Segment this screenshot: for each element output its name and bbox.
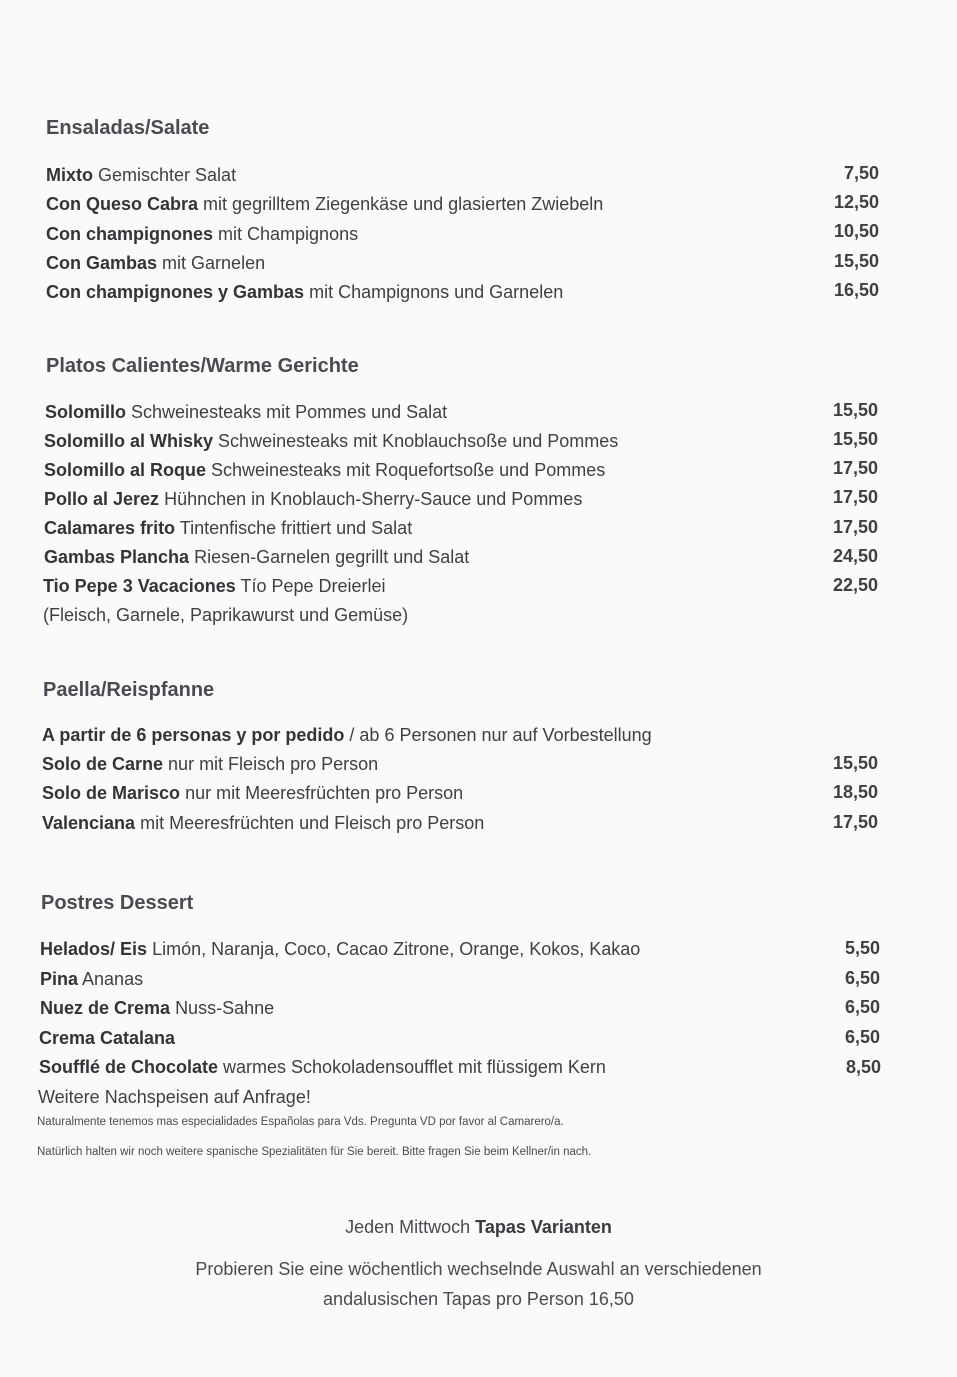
item-price: 18,50 — [832, 782, 878, 802]
item-desc: Riesen-Garnelen gegrillt und Salat — [194, 547, 470, 567]
item-name: Tio Pepe 3 Vacaciones — [43, 576, 236, 596]
menu-item — [42, 812, 484, 834]
item-price: 15,50 — [832, 429, 878, 449]
intro-bold: A partir de 6 personas y por pedido — [42, 725, 345, 745]
menu-item — [45, 401, 447, 423]
promo-prefix: Jeden Mittwoch — [345, 1217, 471, 1237]
item-name: Pollo al Jerez — [44, 489, 160, 509]
section-title-paella: Paella/Reispfanne — [43, 679, 215, 701]
menu-item — [40, 997, 274, 1019]
item-name: Con Queso Cabra — [46, 194, 199, 214]
item-price: 24,50 — [832, 546, 878, 566]
item-desc: warmes Schokoladensoufflet mit flüssigem Kern — [223, 1057, 606, 1077]
item-price: 17,50 — [832, 458, 878, 478]
item-price: 22,50 — [832, 575, 878, 595]
item-price: 8,50 — [845, 1057, 881, 1077]
menu-item — [46, 223, 358, 245]
section-title-salads: Ensaladas/Salate — [46, 117, 210, 139]
item-name: Solomillo al Whisky — [44, 431, 214, 451]
item-name: Helados/ Eis — [40, 939, 148, 959]
item-name: Nuez de Crema — [40, 998, 171, 1018]
item-desc: mit Champignons und Garnelen — [309, 282, 564, 302]
section-title-hot-dishes: Platos Calientes/Warme Gerichte — [46, 355, 359, 377]
item-desc: mit Champignons — [218, 224, 359, 244]
item-price: 17,50 — [832, 517, 878, 537]
note-spanish: Naturalmente tenemos mas especialidades Españolas para Vds. Pregunta VD por favor al Camarero/a. — [37, 1116, 564, 1128]
menu-item — [40, 938, 640, 960]
item-note: (Fleisch, Garnele, Paprikawurst und Gemüse) — [43, 605, 409, 625]
menu-item — [46, 281, 563, 303]
item-price: 6,50 — [844, 1027, 880, 1047]
promo-title: Tapas Varianten — [475, 1217, 612, 1237]
menu-item — [44, 430, 618, 452]
menu-item — [46, 252, 265, 274]
item-price: 7,50 — [843, 163, 879, 183]
menu-item — [44, 459, 605, 481]
item-name: Con champignones — [46, 224, 214, 244]
intro-rest: / ab 6 Personen nur auf Vorbestellung — [349, 725, 652, 745]
item-name: Con champignones y Gambas — [46, 282, 305, 302]
item-price: 17,50 — [832, 812, 878, 832]
item-price: 6,50 — [844, 968, 880, 988]
item-price: 10,50 — [833, 221, 879, 241]
menu-item — [39, 1027, 175, 1049]
item-desc: Ananas — [82, 969, 144, 989]
paella-intro — [42, 724, 652, 746]
item-price: 17,50 — [832, 487, 878, 507]
item-price: 12,50 — [833, 192, 879, 212]
item-price: 6,50 — [844, 997, 880, 1017]
item-name: Valenciana — [42, 813, 136, 833]
item-name: Con Gambas — [46, 253, 158, 273]
menu-item — [44, 517, 412, 539]
item-price: 15,50 — [832, 400, 878, 420]
menu-item — [46, 164, 236, 186]
item-desc: Hühnchen in Knoblauch-Sherry-Sauce und Pommes — [164, 489, 583, 509]
item-name: Mixto — [46, 165, 93, 185]
item-desc: Limón, Naranja, Coco, Cacao Zitrone, Orange, Kokos, Kakao — [152, 939, 641, 959]
item-name: Solomillo — [45, 402, 126, 422]
item-desc: nur mit Meeresfrüchten pro Person — [185, 783, 464, 803]
item-name: Solo de Carne — [42, 754, 164, 774]
menu-item — [39, 1056, 606, 1078]
item-price: 15,50 — [832, 753, 878, 773]
promo-text-line1: Probieren Sie eine wöchentlich wechselnde Auswahl an verschiedenen — [195, 1259, 762, 1279]
promo-heading — [0, 1217, 957, 1238]
item-price: 5,50 — [844, 938, 880, 958]
item-desc: Schweinesteaks mit Pommes und Salat — [131, 402, 448, 422]
menu-item — [40, 968, 143, 990]
item-name: Pina — [40, 969, 79, 989]
item-desc: Nuss-Sahne — [175, 998, 275, 1018]
section-title-dessert: Postres Dessert — [41, 892, 194, 914]
item-name: Solo de Marisco — [42, 783, 181, 803]
menu-item — [46, 193, 603, 215]
item-desc: nur mit Fleisch pro Person — [168, 754, 379, 774]
menu-item — [44, 488, 582, 510]
menu-item — [44, 546, 469, 568]
item-desc: Schweinesteaks mit Roquefortsoße und Pommes — [211, 460, 606, 480]
item-name: Crema Catalana — [39, 1028, 176, 1048]
item-desc: Schweinesteaks mit Knoblauchsoße und Pommes — [218, 431, 619, 451]
item-desc: Tío Pepe Dreierlei — [240, 576, 386, 596]
menu-item — [42, 753, 378, 775]
dessert-note: Weitere Nachspeisen auf Anfrage! — [38, 1087, 311, 1107]
item-price: 16,50 — [833, 280, 879, 300]
item-name: Solomillo al Roque — [44, 460, 207, 480]
menu-item — [42, 782, 463, 804]
item-name: Soufflé de Chocolate — [39, 1057, 219, 1077]
item-name: Calamares frito — [44, 518, 176, 538]
item-desc: Gemischter Salat — [98, 165, 237, 185]
menu-item — [43, 575, 386, 597]
item-price: 15,50 — [833, 251, 879, 271]
promo-text-line2: andalusischen Tapas pro Person 16,50 — [323, 1289, 634, 1309]
item-desc: Tintenfische frittiert und Salat — [179, 518, 413, 538]
note-german: Natürlich halten wir noch weitere spanische Spezialitäten für Sie bereit. Bitte fragen Sie beim Kellner/in nach. — [37, 1146, 592, 1158]
item-desc: mit Meeresfrüchten und Fleisch pro Person — [140, 813, 485, 833]
item-name: Gambas Plancha — [44, 547, 190, 567]
item-desc: mit gegrilltem Ziegenkäse und glasierten Zwiebeln — [203, 194, 604, 214]
item-desc: mit Garnelen — [162, 253, 266, 273]
